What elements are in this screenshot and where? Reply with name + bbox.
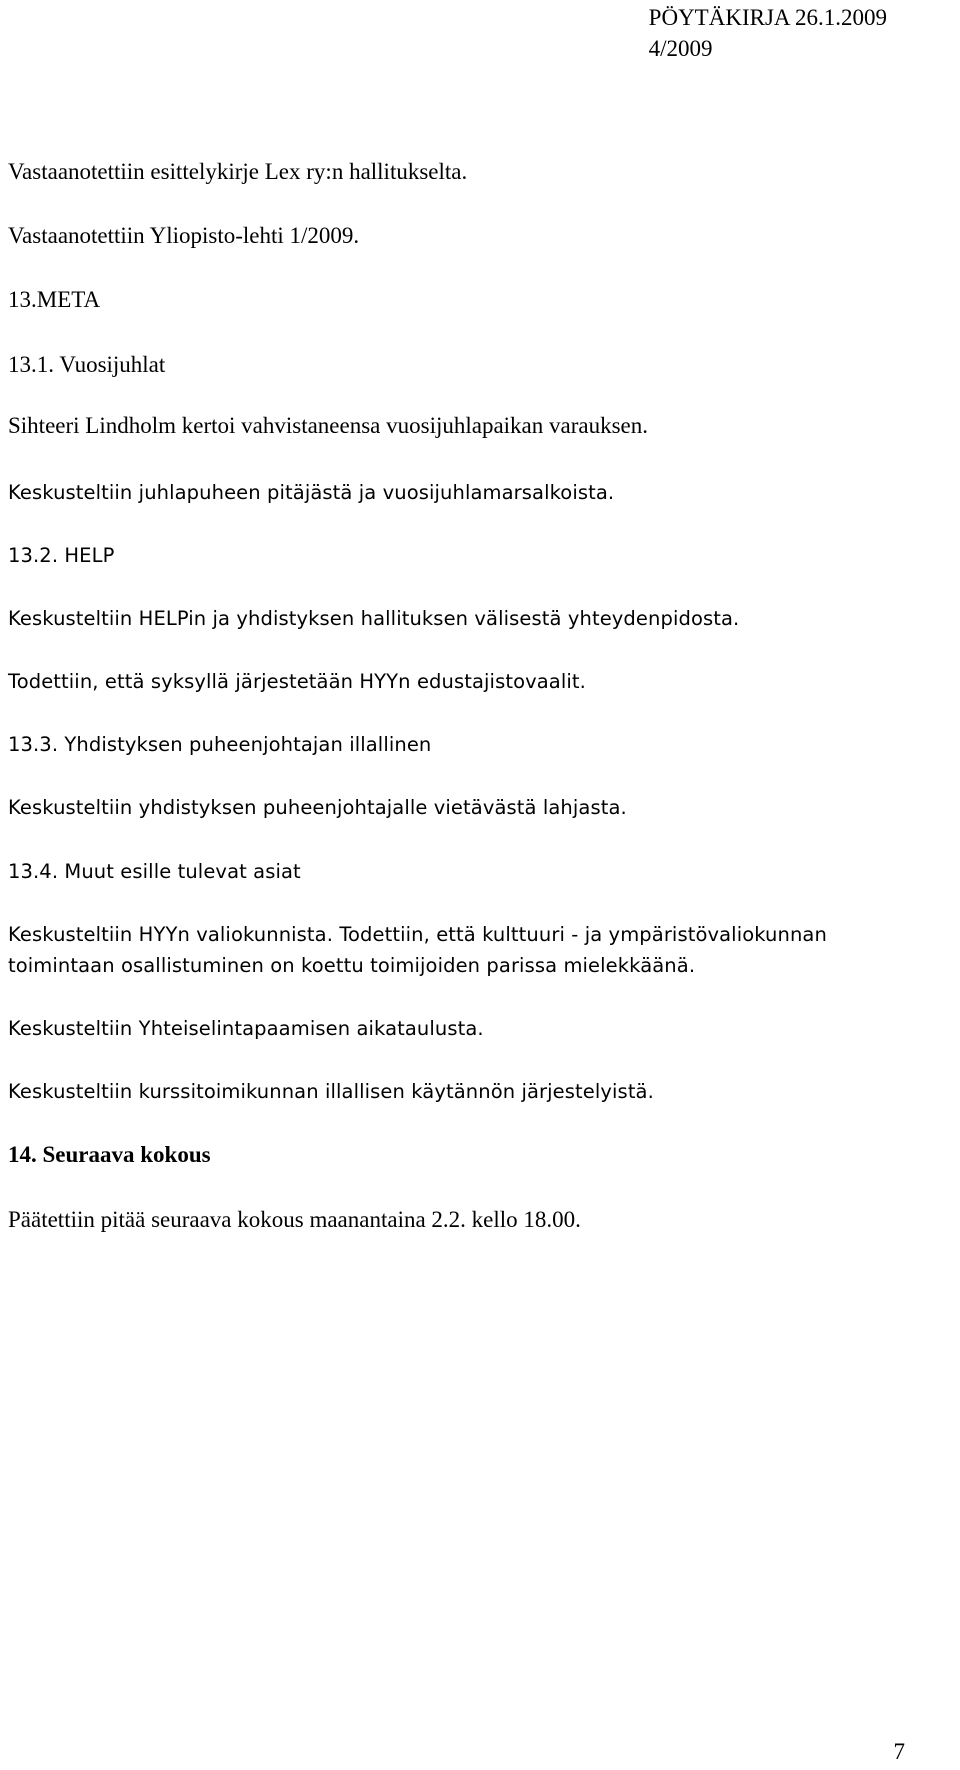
body-text-line: Keskusteltiin HYYn valiokunnista. Todettiin, että kulttuuri - ja ympäristövaliokunnan	[8, 923, 827, 946]
section-heading: 13.META	[8, 287, 101, 312]
section-heading: 14. Seuraava kokous	[8, 1142, 211, 1167]
subsection-heading: 13.2. HELP	[8, 544, 115, 567]
subsection-heading: 13.1. Vuosijuhlat	[8, 352, 166, 377]
subsection-heading: 13.4. Muut esille tulevat asiat	[8, 860, 301, 883]
body-text-line: Keskusteltiin kurssitoimikunnan illallisen käytännön järjestelyistä.	[8, 1080, 654, 1103]
body-text-line: Keskusteltiin HELPin ja yhdistyksen hallituksen välisestä yhteydenpidosta.	[8, 607, 740, 630]
body-text-line: Keskusteltiin Yhteiselintapaamisen aikataulusta.	[8, 1017, 484, 1040]
document-number: 4/2009	[648, 36, 713, 61]
body-text-line: Vastaanotettiin esittelykirje Lex ry:n hallitukselta.	[8, 159, 468, 184]
body-text-line: toimintaan osallistuminen on koettu toimijoiden parissa mielekkäänä.	[8, 954, 696, 977]
body-text-line: Todettiin, että syksyllä järjestetään HYYn edustajistovaalit.	[8, 670, 586, 693]
document-header	[649, 2, 887, 64]
subsection-heading: 13.3. Yhdistyksen puheenjohtajan illallinen	[8, 733, 432, 756]
body-text-line: Sihteeri Lindholm kertoi vahvistaneensa vuosijuhlapaikan varauksen.	[8, 413, 649, 438]
body-text-line: Vastaanotettiin Yliopisto-lehti 1/2009.	[8, 223, 360, 248]
body-text-line: Keskusteltiin yhdistyksen puheenjohtajalle vietävästä lahjasta.	[8, 796, 627, 819]
document-title: PÖYTÄKIRJA 26.1.2009	[648, 5, 887, 30]
page-number: 7	[893, 1739, 905, 1764]
body-text-line: Keskusteltiin juhlapuheen pitäjästä ja vuosijuhlamarsalkoista.	[8, 481, 615, 504]
body-text-line: Päätettiin pitää seuraava kokous maanantaina 2.2. kello 18.00.	[8, 1207, 581, 1232]
